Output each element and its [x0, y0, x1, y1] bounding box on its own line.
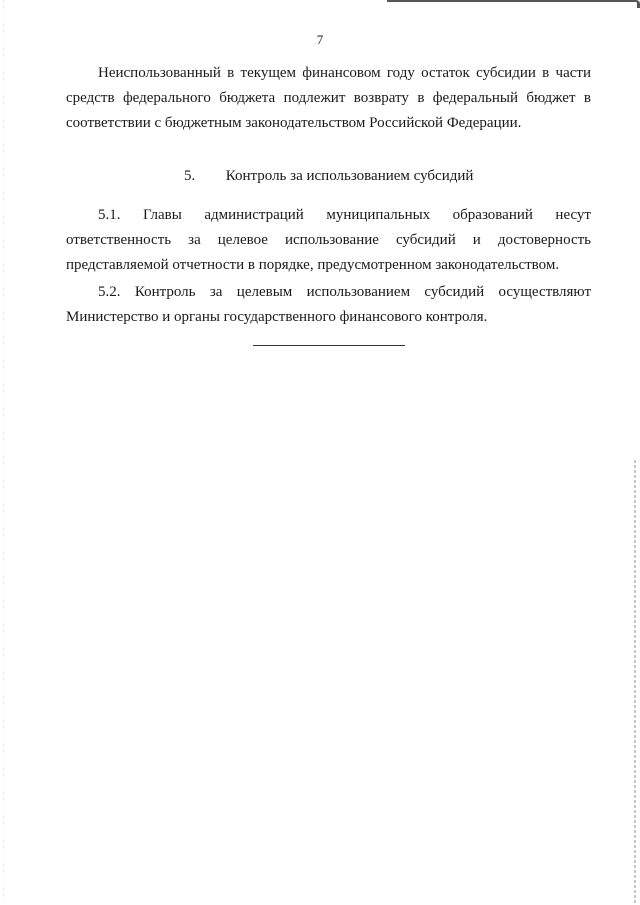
paragraph-unused-subsidy: [66, 61, 591, 136]
paragraph-line: Неиспользованный в текущем финансовом году остаток субсидии в части: [98, 65, 591, 81]
scan-edge-artifact: [387, 0, 640, 8]
page-number: 7: [316, 32, 324, 47]
paragraph-line: соответствии с бюджетным законодательством Российской Федерации.: [66, 115, 522, 131]
scan-left-edge: [3, 0, 4, 905]
paragraph-line: Министерство и органы государственного финансового контроля.: [66, 309, 488, 325]
scan-right-edge: [634, 460, 636, 905]
paragraph-5-2: [66, 280, 591, 330]
paragraph-line: 5.2. Контроль за целевым использованием субсидий осуществляют: [98, 284, 591, 300]
paragraph-line: представляемой отчетности в порядке, предусмотренном законодательством.: [66, 257, 560, 273]
section-title: Контроль за использованием субсидий: [225, 168, 474, 184]
section-number: 5.: [184, 168, 196, 184]
paragraph-5-1: [66, 203, 591, 278]
paragraph-line: средств федерального бюджета подлежит возврату в федеральный бюджет в: [66, 90, 591, 106]
end-divider: [253, 345, 405, 346]
paragraph-line: 5.1. Главы администраций муниципальных образований несут: [98, 207, 591, 223]
paragraph-line: ответственность за целевое использование субсидий и достоверность: [66, 232, 591, 248]
section-heading: [184, 165, 473, 187]
